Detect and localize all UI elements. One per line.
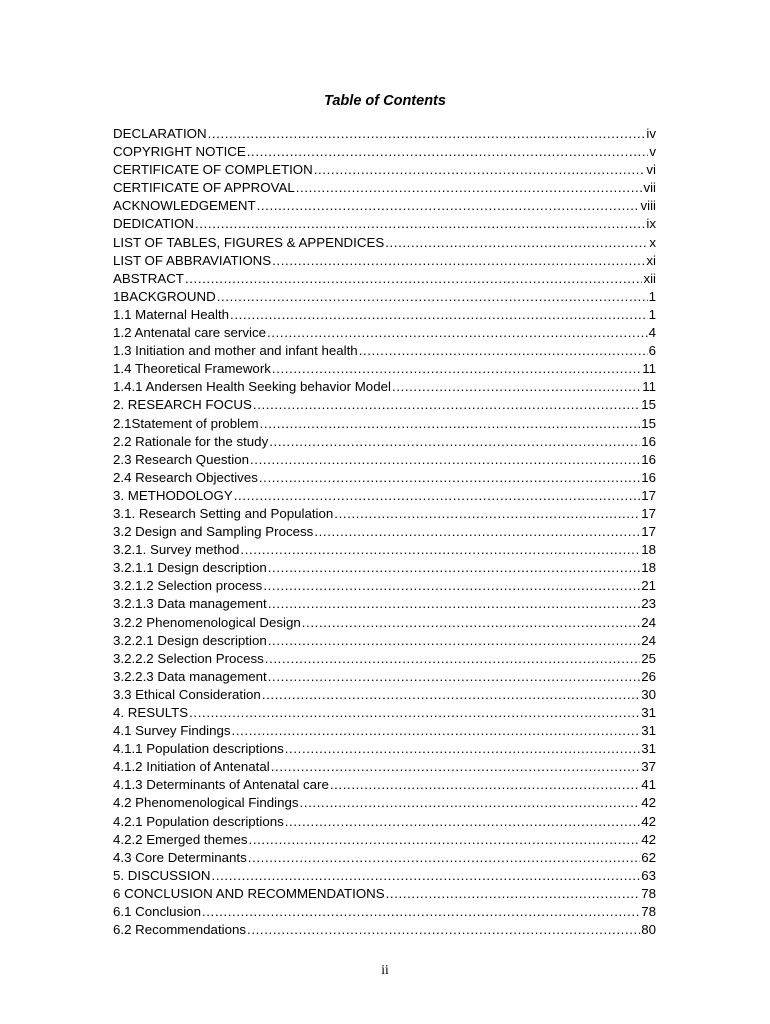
- toc-entry-title: 4.2 Phenomenological Findings: [113, 795, 299, 811]
- toc-entry-page: 11: [642, 379, 656, 395]
- toc-entry-page: 21: [641, 578, 656, 594]
- dot-leader: [263, 577, 640, 595]
- toc-entry-page: 30: [641, 686, 656, 702]
- dot-leader: [248, 849, 640, 867]
- toc-entry-page: ix: [646, 216, 656, 232]
- dot-leader: [208, 125, 646, 143]
- toc-entry-page: v: [649, 144, 656, 160]
- toc-entry-title: 4.2.2 Emerged themes: [113, 831, 248, 847]
- toc-entry-page: vii: [643, 180, 656, 196]
- toc-entry-title: 1.2 Antenatal care service: [113, 325, 267, 341]
- toc-entry[interactable]: [113, 179, 656, 197]
- toc-entry[interactable]: [113, 306, 656, 324]
- toc-entry-page: 15: [641, 397, 656, 413]
- toc-entry-title: LIST OF ABBRAVIATIONS: [113, 252, 272, 268]
- toc-entry[interactable]: [113, 541, 656, 559]
- dot-leader: [268, 632, 640, 650]
- toc-entry-page: 80: [641, 922, 656, 938]
- dot-leader: [386, 885, 641, 903]
- toc-entry-title: 1.1 Maternal Health: [113, 306, 230, 322]
- dot-leader: [268, 559, 640, 577]
- toc-entry-page: 37: [641, 759, 656, 775]
- toc-entry-title: 6.2 Recommendations: [113, 922, 247, 938]
- toc-entry-page: 17: [641, 487, 656, 503]
- toc-entry[interactable]: [113, 831, 656, 849]
- toc-entry[interactable]: [113, 415, 656, 433]
- dot-leader: [249, 831, 641, 849]
- toc-entry-page: iv: [646, 126, 656, 141]
- dot-leader: [330, 776, 640, 794]
- dot-leader: [253, 396, 640, 414]
- dot-leader: [259, 469, 640, 487]
- toc-entry-title: 1.4.1 Andersen Health Seeking behavior Model: [113, 379, 391, 395]
- toc-entry-page: 16: [641, 469, 656, 485]
- toc-entry-page: vi: [646, 162, 656, 178]
- toc-entry-page: 24: [641, 632, 656, 648]
- dot-leader: [268, 595, 640, 613]
- toc-entry-title: DEDICATION: [113, 216, 195, 232]
- toc-entry-title: 1.3 Initiation and mother and infant health: [113, 343, 358, 359]
- toc-entry-title: ABSTRACT: [113, 270, 184, 286]
- dot-leader: [385, 234, 648, 252]
- dot-leader: [314, 523, 640, 541]
- toc-entry-page: 78: [641, 885, 656, 901]
- toc-entry-page: 11: [642, 361, 656, 377]
- toc-entry-title: 1BACKGROUND: [113, 288, 216, 304]
- toc-entry-page: 25: [641, 650, 656, 666]
- toc-entry[interactable]: [113, 324, 656, 342]
- toc-entry-title: ACKNOWLEDGEMENT: [113, 198, 256, 214]
- toc-entry-title: 1.4 Theoretical Framework: [113, 361, 271, 377]
- toc-entry-page: 18: [641, 560, 656, 576]
- dot-leader: [189, 704, 640, 722]
- dot-leader: [257, 197, 640, 215]
- toc-entry-page: 78: [641, 904, 656, 920]
- toc-entry[interactable]: [113, 197, 656, 215]
- toc-entry[interactable]: [113, 161, 656, 179]
- toc-entry-title: 3.1. Research Setting and Population: [113, 505, 334, 521]
- toc-entry-title: 3.2.2 Phenomenological Design: [113, 614, 301, 630]
- toc-entry-title: LIST OF TABLES, FIGURES & APPENDICES: [113, 234, 385, 250]
- toc-entry[interactable]: [113, 487, 656, 505]
- toc-entry-page: 42: [641, 795, 656, 811]
- dot-leader: [230, 306, 648, 324]
- toc-entry[interactable]: [113, 595, 656, 613]
- toc-entry-page: xii: [643, 270, 656, 286]
- toc-entry-title: 3.3 Ethical Consideration: [113, 686, 261, 702]
- toc-entry[interactable]: [113, 722, 656, 740]
- dot-leader: [314, 161, 646, 179]
- toc-entry[interactable]: [113, 686, 656, 704]
- toc-entry[interactable]: [113, 125, 656, 143]
- toc-entry-page: 24: [641, 614, 656, 630]
- toc-entry-title: CERTIFICATE OF APPROVAL: [113, 180, 295, 196]
- toc-entry-title: 5. DISCUSSION: [113, 867, 211, 883]
- dot-leader: [285, 813, 640, 831]
- toc-entry-title: 3. METHODOLOGY: [113, 487, 233, 503]
- toc-entry-page: 31: [641, 741, 656, 757]
- toc-entry-page: 17: [641, 505, 656, 521]
- toc-entry[interactable]: [113, 885, 656, 903]
- toc-entry-title: CERTIFICATE OF COMPLETION: [113, 162, 313, 178]
- dot-leader: [296, 179, 643, 197]
- toc-entry-title: 3.2.1. Survey method: [113, 542, 240, 558]
- dot-leader: [267, 324, 648, 342]
- toc-entry-page: 4: [648, 325, 656, 341]
- toc-entry-page: 42: [641, 831, 656, 847]
- toc-entry-title: 2.2 Rationale for the study: [113, 433, 269, 449]
- toc-entry-title: 4.1.3 Determinants of Antenatal care: [113, 777, 329, 793]
- toc-entry-page: 18: [641, 542, 656, 558]
- toc-entry[interactable]: [113, 577, 656, 595]
- dot-leader: [269, 433, 640, 451]
- toc-entry[interactable]: [113, 378, 656, 396]
- toc-entry-title: 2.4 Research Objectives: [113, 469, 258, 485]
- toc-entry[interactable]: [113, 668, 656, 686]
- toc-entry[interactable]: [113, 794, 656, 812]
- toc-entry-page: 41: [641, 777, 656, 793]
- toc-entry-page: 17: [641, 524, 656, 540]
- toc-entry[interactable]: [113, 469, 656, 487]
- toc-entry-page: x: [649, 234, 656, 250]
- toc-entry-page: 6: [648, 343, 656, 359]
- toc-entry[interactable]: [113, 921, 656, 939]
- toc-entry-page: xi: [646, 252, 656, 268]
- toc-entry[interactable]: [113, 903, 656, 921]
- dot-leader: [202, 903, 640, 921]
- toc-entry-title: COPYRIGHT NOTICE: [113, 144, 246, 160]
- toc-entry-title: DECLARATION: [113, 126, 207, 141]
- toc-entry-title: 3.2.2.3 Data management: [113, 668, 267, 684]
- toc-entry-title: 4.2.1 Population descriptions: [113, 813, 284, 829]
- toc-entry-title: 2. RESEARCH FOCUS: [113, 397, 252, 413]
- toc-entry-title: 3.2.1.2 Selection process: [113, 578, 263, 594]
- toc-entry-title: 6 CONCLUSION AND RECOMMENDATIONS: [113, 885, 385, 901]
- toc-entry-title: 6.1 Conclusion: [113, 904, 201, 920]
- table-of-contents: [113, 125, 656, 939]
- page-number: ii: [381, 962, 389, 977]
- toc-entry[interactable]: [113, 650, 656, 668]
- dot-leader: [247, 921, 640, 939]
- dot-leader: [334, 505, 640, 523]
- toc-entry[interactable]: [113, 740, 656, 758]
- toc-entry[interactable]: [113, 342, 656, 360]
- dot-leader: [271, 758, 640, 776]
- dot-leader: [217, 288, 648, 306]
- dot-leader: [268, 668, 640, 686]
- dot-leader: [302, 614, 640, 632]
- dot-leader: [265, 650, 640, 668]
- toc-entry[interactable]: [113, 704, 656, 722]
- dot-leader: [234, 487, 641, 505]
- toc-entry[interactable]: [113, 252, 656, 270]
- toc-entry[interactable]: [113, 396, 656, 414]
- toc-entry-page: 1: [648, 288, 656, 304]
- toc-entry[interactable]: [113, 360, 656, 378]
- toc-entry[interactable]: [113, 451, 656, 469]
- toc-entry-title: 3.2.1.1 Design description: [113, 560, 267, 576]
- dot-leader: [247, 143, 649, 161]
- dot-leader: [272, 252, 645, 270]
- dot-leader: [212, 867, 641, 885]
- toc-entry[interactable]: [113, 234, 656, 252]
- toc-entry[interactable]: [113, 523, 656, 541]
- toc-entry-title: 2.1Statement of problem: [113, 415, 259, 431]
- toc-entry[interactable]: [113, 270, 656, 288]
- toc-entry-title: 3.2 Design and Sampling Process: [113, 524, 314, 540]
- toc-entry[interactable]: [113, 758, 656, 776]
- toc-entry[interactable]: [113, 559, 656, 577]
- toc-entry-title: 4. RESULTS: [113, 705, 189, 720]
- dot-leader: [250, 451, 640, 469]
- toc-entry-page: 16: [641, 433, 656, 449]
- toc-entry-title: 4.1.2 Initiation of Antenatal: [113, 759, 270, 775]
- toc-entry-page: viii: [640, 198, 656, 214]
- toc-entry-title: 2.3 Research Question: [113, 451, 250, 467]
- toc-entry-page: 31: [641, 705, 656, 720]
- toc-entry-page: 1: [648, 306, 656, 322]
- toc-entry[interactable]: [113, 776, 656, 794]
- toc-entry[interactable]: [113, 505, 656, 523]
- page-title: Table of Contents: [324, 93, 446, 109]
- toc-entry-page: 23: [641, 596, 656, 612]
- dot-leader: [232, 722, 641, 740]
- toc-entry[interactable]: [113, 614, 656, 632]
- toc-entry[interactable]: [113, 867, 656, 885]
- toc-entry-title: 4.1 Survey Findings: [113, 723, 231, 739]
- toc-entry-page: 42: [641, 813, 656, 829]
- dot-leader: [185, 270, 643, 288]
- dot-leader: [272, 360, 641, 378]
- toc-entry[interactable]: [113, 215, 656, 233]
- dot-leader: [260, 415, 641, 433]
- toc-entry[interactable]: [113, 288, 656, 306]
- dot-leader: [195, 215, 645, 233]
- toc-entry-page: 62: [641, 849, 656, 865]
- toc-entry-page: 31: [641, 723, 656, 739]
- toc-entry[interactable]: [113, 813, 656, 831]
- toc-entry[interactable]: [113, 433, 656, 451]
- toc-entry-title: 3.2.2.1 Design description: [113, 632, 267, 648]
- toc-entry[interactable]: [113, 632, 656, 650]
- toc-entry-page: 15: [641, 415, 656, 431]
- toc-entry-title: 3.2.1.3 Data management: [113, 596, 267, 612]
- toc-entry-page: 26: [641, 668, 656, 684]
- toc-entry-title: 4.1.1 Population descriptions: [113, 741, 284, 757]
- dot-leader: [300, 794, 641, 812]
- toc-entry[interactable]: [113, 849, 656, 867]
- dot-leader: [285, 740, 640, 758]
- dot-leader: [392, 378, 641, 396]
- dot-leader: [240, 541, 640, 559]
- toc-entry-page: 16: [641, 451, 656, 467]
- toc-entry[interactable]: [113, 143, 656, 161]
- toc-entry-page: 63: [641, 867, 656, 883]
- toc-entry-title: 3.2.2.2 Selection Process: [113, 650, 264, 666]
- dot-leader: [262, 686, 640, 704]
- toc-entry-title: 4.3 Core Determinants: [113, 849, 247, 865]
- dot-leader: [359, 342, 648, 360]
